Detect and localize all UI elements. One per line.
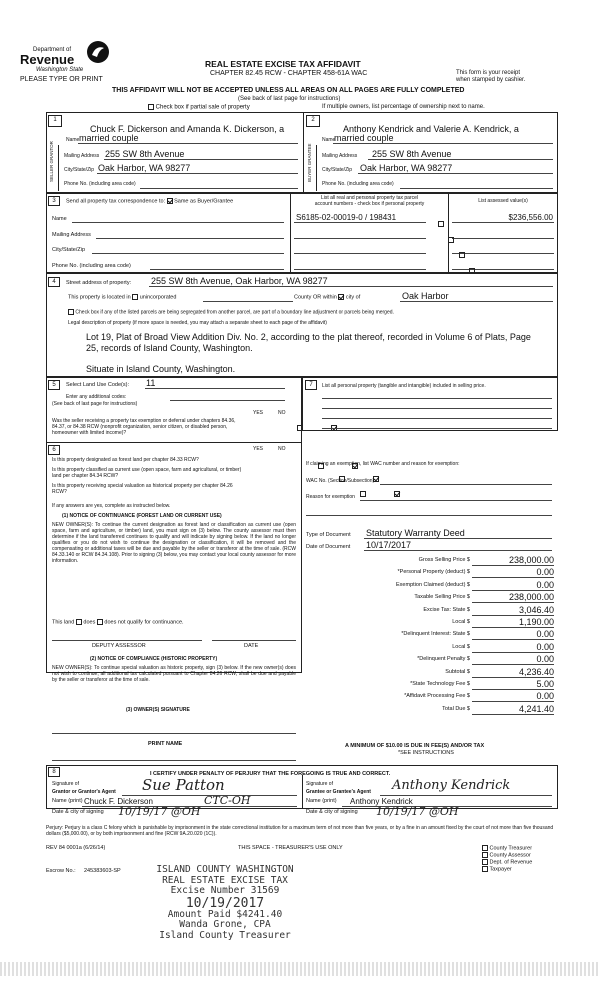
deputy-assessor-label: DEPUTY ASSESSOR <box>92 643 146 649</box>
does-label: does <box>83 619 96 626</box>
treasurer-stamp <box>140 865 310 941</box>
stamp-treasurer-name: Wanda Grone, CPA <box>179 919 271 930</box>
s6-if-any: If any answers are yes, complete as instructed below. <box>52 503 171 509</box>
legal-line-2[interactable]: 25, records of Island County, Washington. <box>86 343 253 353</box>
see-back-text: (See back of last page for instructions) <box>238 96 341 102</box>
grantor-agent-company[interactable]: CTC-OH <box>204 794 251 807</box>
tax-row-value[interactable]: 4,241.40 <box>518 703 554 714</box>
owner-signature-label: (3) OWNER(S) SIGNATURE <box>126 707 190 713</box>
tax-row-value[interactable]: 0.00 <box>536 641 554 652</box>
located-in-label: This property is located in <box>68 294 131 301</box>
seller-name-line1[interactable]: Chuck F. Dickerson and Amanda K. Dickerson, a <box>90 124 285 134</box>
grantor-agent-label: Grantor or Grantor's Agent <box>52 789 116 795</box>
tax-row-underline <box>472 627 554 628</box>
tax-row-label: Local $ <box>452 619 470 625</box>
tax-row-value[interactable]: 1,190.00 <box>518 617 554 627</box>
please-type: PLEASE TYPE OR PRINT <box>20 76 103 83</box>
receipt-note-1: This form is your receipt <box>456 70 521 76</box>
parcel-3-personal-checkbox[interactable] <box>459 252 465 258</box>
dept-logo-text: Revenue <box>20 52 75 67</box>
stamp-date: 10/19/2017 <box>185 895 265 911</box>
copy-county-treasurer <box>482 845 532 852</box>
stamp-treasurer-title: Island County Treasurer <box>159 929 291 941</box>
assessed-value[interactable]: $236,556.00 <box>508 213 553 222</box>
county-within <box>294 294 360 301</box>
tax-row-value[interactable]: 0.00 <box>536 567 554 578</box>
tax-row-label: Taxable Selling Price $ <box>414 594 470 601</box>
doc-date-label: Date of Document <box>306 544 351 550</box>
assessed-header: List assessed value(s) <box>478 198 528 204</box>
city-of-label: city of <box>345 294 361 301</box>
tax-row-underline <box>472 714 554 715</box>
tax-row-value[interactable]: 0.00 <box>536 629 554 640</box>
tax-row-underline <box>472 652 554 653</box>
section-8-number: 8 <box>48 767 60 777</box>
form-chapter: CHAPTER 82.45 RCW - CHAPTER 458-61A WAC <box>210 70 368 77</box>
buyer-city-label: City/State/Zip <box>322 167 353 173</box>
notice2-title: (2) NOTICE OF COMPLIANCE (HISTORIC PROPERTY) <box>90 656 218 662</box>
s5-yes-header: YES <box>253 410 264 416</box>
stamp-excise-number: Excise Number 31569 <box>170 885 280 896</box>
copy-dept-revenue <box>482 859 532 866</box>
s5-no-header: NO <box>278 410 286 416</box>
tax-row-value[interactable]: 238,000.00 <box>508 555 554 565</box>
see-instructions: *SEE INSTRUCTIONS <box>398 750 454 756</box>
partial-sale-label: Check box if partial sale of property <box>155 104 250 111</box>
land-use-code[interactable]: 11 <box>146 378 156 388</box>
s3-phone-label: Phone No. (including area code) <box>52 263 131 269</box>
parcel-number[interactable]: S6185-02-00019-0 / 198431 <box>296 213 397 222</box>
stamp-amount: Amount Paid $4241.40 <box>167 908 283 920</box>
s5-exemption-question: Was the seller receiving a property tax exemption or deferral under chapters 84.36, 84.37, or 84.38 RCW (nonprofit organization, senior citizen, or disabled person, homeowner with limited income)? <box>52 418 236 436</box>
s3-mailing-label: Mailing Address <box>52 232 91 238</box>
tax-row-underline <box>472 677 554 678</box>
section-3-number: 3 <box>48 196 60 206</box>
tax-row-label: Total Due $ <box>442 705 470 712</box>
seller-mailing-label: Mailing Address <box>64 153 100 159</box>
escrow-label: Escrow No.: <box>46 868 76 874</box>
buyer-side-label: BUYER GRANTEE <box>307 143 312 182</box>
section-5-number: 5 <box>48 380 60 390</box>
doc-type[interactable]: Statutory Warranty Deed <box>366 528 465 538</box>
tax-row-label: *State Technology Fee $ <box>410 681 470 687</box>
form-title: REAL ESTATE EXCISE TAX AFFIDAVIT <box>205 59 361 69</box>
does-not-label: does not qualify for continuance. <box>104 619 184 626</box>
additional-codes-label: Enter any additional codes: <box>66 394 127 400</box>
doc-date[interactable]: 10/17/2017 <box>366 540 412 550</box>
copy-county-assessor-checkbox[interactable] <box>482 852 488 858</box>
section-6-number: 6 <box>48 445 60 455</box>
segregated <box>68 309 394 315</box>
section-7-number: 7 <box>305 380 317 390</box>
tax-row-underline <box>472 639 554 640</box>
stamp-county: ISLAND COUNTY WASHINGTON <box>156 864 294 875</box>
grantee-date-city[interactable]: 10/19/17 @OH <box>376 805 459 818</box>
this-land-row <box>52 619 184 626</box>
tax-row-label: *Delinquent Interest: State $ <box>401 631 470 638</box>
unincorporated-checkbox[interactable] <box>132 294 138 300</box>
tax-row-underline <box>472 701 554 702</box>
copy-taxpayer <box>482 866 532 873</box>
grantor-date-city[interactable]: 10/19/17 @OH <box>118 805 201 818</box>
rev-number: REV 84 0001a (6/26/14) <box>46 845 106 851</box>
legal-line-3[interactable]: Situate in Island County, Washington. <box>86 364 236 374</box>
seller-phone-label: Phone No. (including area code) <box>64 181 136 187</box>
grantor-name-label: Name (print) <box>52 798 83 804</box>
perjury-notice: Perjury: Perjury is a class C felony which is punishable by imprisonment in the state correctional institution for a maximum term of not more than five years, or by a fine in an amount fixed by the court of not more than five thousand dollars ($5,000.00), or by both imprisonment and fine (RCW 9A.20.020 (1C)). <box>46 825 554 837</box>
county-or-within-label: County OR within <box>294 294 337 301</box>
tax-row-value[interactable]: 0.00 <box>536 579 554 590</box>
multiple-owners-note: If multiple owners, list percentage of ownership next to name. <box>322 104 485 110</box>
warning-text: THIS AFFIDAVIT WILL NOT BE ACCEPTED UNLESS ALL AREAS ON ALL PAGES ARE FULLY COMPLETED <box>112 87 465 94</box>
copy-county-treasurer-checkbox[interactable] <box>482 845 488 851</box>
property-city[interactable]: Oak Harbor <box>402 291 449 301</box>
notice1-title: (1) NOTICE OF CONTINUANCE (FOREST LAND OR CURRENT USE) <box>62 513 222 519</box>
tax-row-label: *Delinquent Penalty $ <box>417 656 470 663</box>
copy-county-assessor-label: County Assessor <box>489 852 531 859</box>
copy-county-assessor <box>482 852 532 859</box>
partial-sale-checkbox[interactable] <box>148 104 154 110</box>
personal-property-label: List all personal property (tangible and intangible) included in selling price. <box>322 383 486 389</box>
buyer-name-line1[interactable]: Anthony Kendrick and Valerie A. Kendrick, a <box>343 124 519 134</box>
assessor-date-label: DATE <box>244 643 259 649</box>
grantee-agent-label: Grantee or Grantee's Agent <box>306 789 371 795</box>
same-as-buyer-label: Same as Buyer/Grantee <box>174 198 234 205</box>
segregated-checkbox[interactable] <box>68 309 74 315</box>
tax-row-label: Excise Tax: State $ <box>423 606 470 613</box>
receipt-note-2: when stamped by cashier. <box>456 77 526 83</box>
notice2-text: NEW OWNER(S): To continue special valuation as historic property, sign (3) below. If the new owner(s) does not wish to continue, all additional tax calculated pursuant to Chapter 84.26 RCW, shall be due and payable by the seller or transferor at the time of sale. <box>52 665 296 683</box>
seller-name-line2[interactable]: married couple <box>79 133 139 143</box>
tax-row-label: Local $ <box>452 643 470 650</box>
revenue-logo-icon <box>86 40 110 64</box>
s6-yes-header: YES <box>253 446 264 452</box>
grantee-name-label: Name (print) <box>306 798 337 804</box>
parcel-1-personal-checkbox[interactable] <box>438 221 444 227</box>
located-in <box>68 294 176 301</box>
tax-row-label: *Affidavit Processing Fee $ <box>404 693 470 700</box>
grantor-date-label: Date & city of signing <box>52 809 104 815</box>
notice1-text: NEW OWNER(S): To continue the current designation as forest land or classification as current use (open space, farm and agriculture, or timber) land, you must sign on (3) below. The county assessor must then determine if the land transferred continues to qualify and will indicate by signing below. If the land no longer qualifies or you do not wish to continue the designation or classification, it will be removed and the compensating or additional taxes will be due and payable by the seller or transferor at the time of sale. (RCW 84.33.140 or RCW 84.34.108). Prior to signing (3) below, you may contact your local county assessor for more information. <box>52 522 297 564</box>
scan-noise-strip <box>0 962 600 976</box>
print-name-label: PRINT NAME <box>148 741 183 747</box>
minimum-due: A MINIMUM OF $10.00 IS DUE IN FEE(S) AND/OR TAX <box>345 743 485 749</box>
tax-row-value[interactable]: 3,046.40 <box>518 604 554 615</box>
tax-row-underline <box>472 615 554 616</box>
copy-list <box>482 845 532 873</box>
tax-row-label: *Personal Property (deduct) $ <box>397 569 470 576</box>
grantor-name[interactable]: Chuck F. Dickerson <box>84 797 153 806</box>
tax-row-value[interactable]: 4,236.40 <box>518 666 554 677</box>
s6-no-header: NO <box>278 446 286 452</box>
unincorporated-label: unincorporated <box>139 294 177 301</box>
seller-city[interactable]: Oak Harbor, WA 98277 <box>98 163 191 173</box>
buyer-name-label: Name <box>322 137 336 143</box>
partial-sale <box>148 104 250 112</box>
s3-name-label: Name <box>52 216 67 222</box>
tax-row-underline <box>472 590 554 591</box>
tax-row-label: Subtotal $ <box>445 668 470 675</box>
section-1-number: 1 <box>48 115 62 127</box>
copy-dept-revenue-label: Dept. of Revenue <box>489 859 533 866</box>
buyer-mailing[interactable]: 255 SW 8th Avenue <box>372 149 452 159</box>
buyer-city[interactable]: Oak Harbor, WA 98277 <box>360 163 453 173</box>
seller-side-label: SELLER GRANTOR <box>49 141 54 182</box>
segregated-label: Check box if any of the listed parcels are being segregated from another parcel, are part of a boundary line adjustment or parcels being merged. <box>75 309 394 316</box>
s5-see-back: (See back of last page for instructions) <box>52 401 138 407</box>
dept-line3: Washington State <box>36 67 84 73</box>
copy-taxpayer-checkbox[interactable] <box>482 866 488 872</box>
buyer-name-line2[interactable]: married couple <box>334 133 394 143</box>
grantee-name[interactable]: Anthony Kendrick <box>350 797 413 806</box>
buyer-mailing-label: Mailing Address <box>322 153 358 159</box>
s6-q3-yes[interactable] <box>360 491 366 497</box>
copy-taxpayer-label: Taxpayer <box>489 866 512 873</box>
certify-text: I CERTIFY UNDER PENALTY OF PERJURY THAT THE FOREGOING IS TRUE AND CORRECT. <box>150 771 391 777</box>
s6-q3: Is this property receiving special valuation as historical property per chapter 84.26 RCW? <box>52 483 233 495</box>
grantee-sig-label: Signature of <box>306 781 333 787</box>
escrow-number: 245383603-SP <box>84 868 121 874</box>
parcel-2-personal-checkbox[interactable] <box>448 237 454 243</box>
grantor-signature[interactable]: Sue Patton <box>142 776 225 794</box>
same-as-buyer-checkbox[interactable] <box>167 198 173 204</box>
does-checkbox[interactable] <box>76 619 82 625</box>
seller-name-label: Name <box>66 137 80 143</box>
reason-label: Reason for exemption <box>306 494 355 500</box>
grantor-sig-label: Signature of <box>52 781 79 787</box>
s6-q3-no[interactable] <box>394 491 400 497</box>
parcel-header-2: account numbers - check box if personal property <box>314 201 425 207</box>
tax-row-underline <box>472 577 554 578</box>
wac-label: WAC No. (Section/Subsection) <box>306 478 375 484</box>
legal-label: Legal description of property (if more space is needed, you may attach a separate sheet to each page of the affidavit) <box>68 320 327 326</box>
tax-row-label: Gross Selling Price $ <box>418 557 470 563</box>
land-use-label: Select Land Use Code(s): <box>66 382 129 388</box>
tax-row-underline <box>472 664 554 665</box>
tax-row-value[interactable]: 0.00 <box>536 654 554 665</box>
s6-q2: Is this property classified as current use (open space, farm and agricultural, or timber) land per chapter 84.34 RCW? <box>52 467 242 479</box>
dept-line1: Department of <box>33 47 72 53</box>
tax-row-label: Exemption Claimed (deduct) $ <box>396 581 470 588</box>
grantee-signature[interactable]: Anthony Kendrick <box>392 778 511 793</box>
tax-row-underline <box>472 602 554 603</box>
tax-row-underline <box>472 689 554 690</box>
stamp-tax: REAL ESTATE EXCISE TAX <box>162 874 288 886</box>
buyer-phone-label: Phone No. (including area code) <box>322 181 394 187</box>
tax-row-value[interactable]: 238,000.00 <box>508 592 554 603</box>
tax-row-value[interactable]: 0.00 <box>536 691 554 702</box>
street-address[interactable]: 255 SW 8th Avenue, Oak Harbor, WA 98277 <box>151 276 328 286</box>
section-4-number: 4 <box>48 277 60 287</box>
this-land-label: This land <box>52 619 75 626</box>
tax-row-value[interactable]: 5.00 <box>536 679 554 689</box>
city-of-checkbox[interactable] <box>338 294 344 300</box>
legal-line-1[interactable]: Lot 19, Plat of Broad View Addition Div. No. 2, according to the plat thereof, recorded in Volume 6 of Plats, Page <box>86 332 531 342</box>
copy-dept-revenue-checkbox[interactable] <box>482 859 488 865</box>
section-2-number: 2 <box>306 115 320 127</box>
doc-type-label: Type of Document <box>306 532 351 538</box>
send-to-label: Send all property tax correspondence to: <box>66 198 166 205</box>
seller-city-label: City/State/Zip <box>64 167 95 173</box>
copy-county-treasurer-label: County Treasurer <box>489 845 533 852</box>
does-not-checkbox[interactable] <box>97 619 103 625</box>
s3-city-label: City/State/Zip <box>52 247 86 253</box>
send-correspondence <box>66 198 233 205</box>
seller-mailing[interactable]: 255 SW 8th Avenue <box>105 149 185 159</box>
tax-row-underline <box>472 565 554 566</box>
grantee-date-label: Date & city of signing <box>306 809 358 815</box>
parcel-header-1: List all real and personal property tax parcel <box>321 195 418 201</box>
treasurer-only: THIS SPACE - TREASURER'S USE ONLY <box>238 845 343 851</box>
exemption-claim-label: If claiming an exemption, list WAC number and reason for exemption: <box>306 461 460 467</box>
street-label: Street address of property: <box>66 280 132 286</box>
s6-q1: Is this property designated as forest land per chapter 84.33 RCW? <box>52 457 199 463</box>
